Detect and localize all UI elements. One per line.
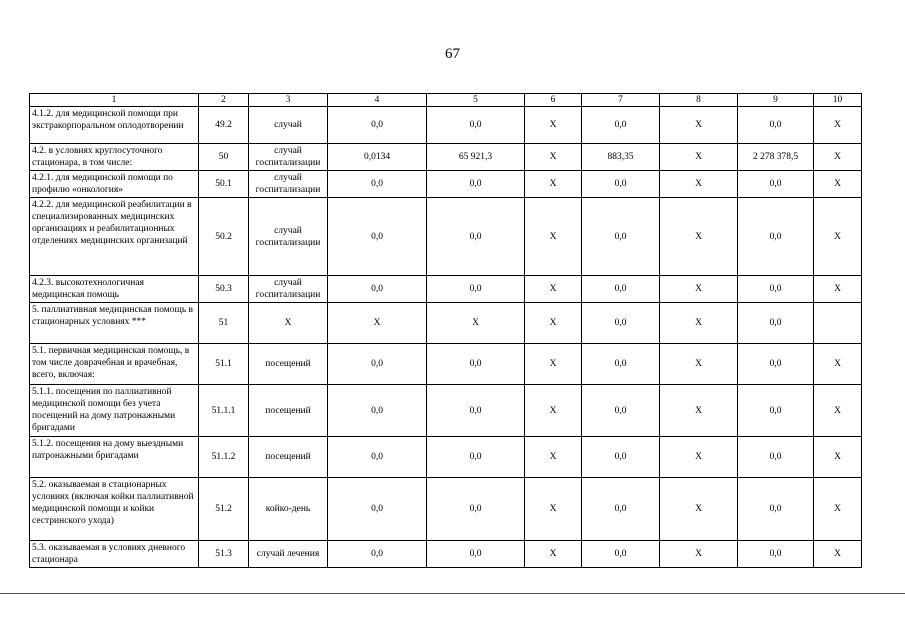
table-row xyxy=(30,478,862,541)
row-code-cell: 49.2 xyxy=(199,107,249,144)
value-cell: 0,0 xyxy=(738,437,814,478)
value-cell: 0,0 xyxy=(738,107,814,144)
value-cell: 0,0 xyxy=(738,171,814,198)
value-cell: 0,0 xyxy=(738,198,814,276)
indicator-table xyxy=(29,93,862,568)
value-cell: 0,0 xyxy=(427,344,525,385)
value-cell: 0,0 xyxy=(427,171,525,198)
value-cell: X xyxy=(660,385,738,437)
value-cell: 0,0 xyxy=(582,478,660,541)
row-name-cell: 5.1.1. посещения по паллиативной медицинской помощи без учета посещений на дому патронажными бригадами xyxy=(30,385,199,437)
value-cell: 0,0 xyxy=(328,437,427,478)
table-row xyxy=(30,541,862,568)
value-cell: X xyxy=(660,276,738,303)
value-cell: 0,0134 xyxy=(328,144,427,171)
row-name-cell: 4.2.3. высокотехнологичная медицинская помощь xyxy=(30,276,199,303)
row-code-cell: 51.1.1 xyxy=(199,385,249,437)
value-cell: X xyxy=(525,303,582,344)
column-header: 4 xyxy=(328,94,427,107)
value-cell: X xyxy=(660,478,738,541)
value-cell: 0,0 xyxy=(427,198,525,276)
value-cell: 0,0 xyxy=(427,478,525,541)
value-cell: X xyxy=(814,144,862,171)
value-cell: X xyxy=(660,437,738,478)
row-name-cell: 5.3. оказываемая в условиях дневного стационара xyxy=(30,541,199,568)
value-cell: 0,0 xyxy=(582,344,660,385)
value-cell: 0,0 xyxy=(738,541,814,568)
value-cell: 0,0 xyxy=(738,344,814,385)
row-code-cell: 50 xyxy=(199,144,249,171)
row-unit-cell: случай госпитализации xyxy=(249,144,328,171)
value-cell: 0,0 xyxy=(582,276,660,303)
row-unit-cell: случай лечения xyxy=(249,541,328,568)
value-cell: X xyxy=(660,541,738,568)
value-cell: 0,0 xyxy=(427,541,525,568)
value-cell: 0,0 xyxy=(328,385,427,437)
value-cell: 65 921,3 xyxy=(427,144,525,171)
value-cell: 0,0 xyxy=(427,107,525,144)
value-cell: 0,0 xyxy=(328,198,427,276)
column-header: 5 xyxy=(427,94,525,107)
column-header: 6 xyxy=(525,94,582,107)
value-cell: X xyxy=(525,198,582,276)
value-cell: 0,0 xyxy=(328,478,427,541)
value-cell: X xyxy=(660,344,738,385)
value-cell: 0,0 xyxy=(427,385,525,437)
value-cell: X xyxy=(814,107,862,144)
value-cell: X xyxy=(525,171,582,198)
column-number-row xyxy=(30,94,862,107)
value-cell: X xyxy=(814,276,862,303)
value-cell xyxy=(814,303,862,344)
column-header: 8 xyxy=(660,94,738,107)
column-header: 2 xyxy=(199,94,249,107)
value-cell: X xyxy=(328,303,427,344)
row-code-cell: 50.2 xyxy=(199,198,249,276)
value-cell: X xyxy=(814,478,862,541)
value-cell: 2 278 378,5 xyxy=(738,144,814,171)
value-cell: 0,0 xyxy=(738,303,814,344)
table-row xyxy=(30,171,862,198)
row-name-cell: 5.1.2. посещения на дому выездными патронажными бригадами xyxy=(30,437,199,478)
column-header: 1 xyxy=(30,94,199,107)
row-unit-cell: койко-день xyxy=(249,478,328,541)
row-unit-cell: случай xyxy=(249,107,328,144)
value-cell: X xyxy=(660,107,738,144)
page-number: 67 xyxy=(445,46,460,62)
value-cell: X xyxy=(814,437,862,478)
value-cell: X xyxy=(525,541,582,568)
column-header: 3 xyxy=(249,94,328,107)
row-name-cell: 5.1. первичная медицинская помощь, в том числе доврачебная и врачебная, всего, включая: xyxy=(30,344,199,385)
value-cell: 0,0 xyxy=(582,385,660,437)
value-cell: X xyxy=(525,107,582,144)
value-cell: 0,0 xyxy=(427,276,525,303)
table-row xyxy=(30,385,862,437)
value-cell: 0,0 xyxy=(328,107,427,144)
row-unit-cell: случай госпитализации xyxy=(249,171,328,198)
row-code-cell: 50.1 xyxy=(199,171,249,198)
table-row xyxy=(30,344,862,385)
value-cell: X xyxy=(814,344,862,385)
table-row xyxy=(30,107,862,144)
row-unit-cell: случай госпитализации xyxy=(249,276,328,303)
table-row xyxy=(30,144,862,171)
row-name-cell: 4.1.2. для медицинской помощи при экстракорпоральном оплодотворении xyxy=(30,107,199,144)
value-cell: 0,0 xyxy=(738,478,814,541)
table-row xyxy=(30,303,862,344)
value-cell: X xyxy=(660,198,738,276)
value-cell: 0,0 xyxy=(582,198,660,276)
row-unit-cell: посещений xyxy=(249,437,328,478)
value-cell: 0,0 xyxy=(582,107,660,144)
value-cell: 0,0 xyxy=(582,541,660,568)
value-cell: 0,0 xyxy=(738,276,814,303)
table-row xyxy=(30,276,862,303)
value-cell: X xyxy=(660,171,738,198)
value-cell: X xyxy=(525,478,582,541)
column-header: 9 xyxy=(738,94,814,107)
row-code-cell: 51 xyxy=(199,303,249,344)
row-code-cell: 51.1.2 xyxy=(199,437,249,478)
row-name-cell: 4.2.1. для медицинской помощи по профилю «онкология» xyxy=(30,171,199,198)
value-cell: X xyxy=(660,303,738,344)
row-name-cell: 5. паллиативная медицинская помощь в стационарных условиях *** xyxy=(30,303,199,344)
value-cell: X xyxy=(525,276,582,303)
scan-edge-line xyxy=(0,593,905,594)
column-header: 10 xyxy=(814,94,862,107)
row-name-cell: 5.2. оказываемая в стационарных условиях (включая койки паллиативной медицинской помощи и койки сестринского ухода) xyxy=(30,478,199,541)
value-cell: X xyxy=(814,385,862,437)
row-code-cell: 51.3 xyxy=(199,541,249,568)
column-header: 7 xyxy=(582,94,660,107)
value-cell: 0,0 xyxy=(582,303,660,344)
value-cell: 0,0 xyxy=(328,276,427,303)
value-cell: X xyxy=(427,303,525,344)
table-row xyxy=(30,437,862,478)
value-cell: 0,0 xyxy=(328,344,427,385)
row-name-cell: 4.2. в условиях круглосуточного стационара, в том числе: xyxy=(30,144,199,171)
row-unit-cell: случай госпитализации xyxy=(249,198,328,276)
value-cell: 883,35 xyxy=(582,144,660,171)
value-cell: X xyxy=(814,541,862,568)
row-unit-cell: посещений xyxy=(249,385,328,437)
table-row xyxy=(30,198,862,276)
row-unit-cell: посещений xyxy=(249,344,328,385)
value-cell: X xyxy=(525,437,582,478)
value-cell: X xyxy=(814,171,862,198)
row-code-cell: 51.2 xyxy=(199,478,249,541)
value-cell: 0,0 xyxy=(582,437,660,478)
value-cell: 0,0 xyxy=(738,385,814,437)
value-cell: X xyxy=(814,198,862,276)
value-cell: X xyxy=(660,144,738,171)
value-cell: 0,0 xyxy=(582,171,660,198)
row-code-cell: 51.1 xyxy=(199,344,249,385)
value-cell: X xyxy=(525,385,582,437)
row-unit-cell: X xyxy=(249,303,328,344)
value-cell: 0,0 xyxy=(328,171,427,198)
value-cell: 0,0 xyxy=(328,541,427,568)
value-cell: X xyxy=(525,144,582,171)
value-cell: X xyxy=(525,344,582,385)
value-cell: 0,0 xyxy=(427,437,525,478)
row-name-cell: 4.2.2. для медицинской реабилитации в специализированных медицинских организациях и реабилитационных отделениях медицинских организаций xyxy=(30,198,199,276)
row-code-cell: 50.3 xyxy=(199,276,249,303)
